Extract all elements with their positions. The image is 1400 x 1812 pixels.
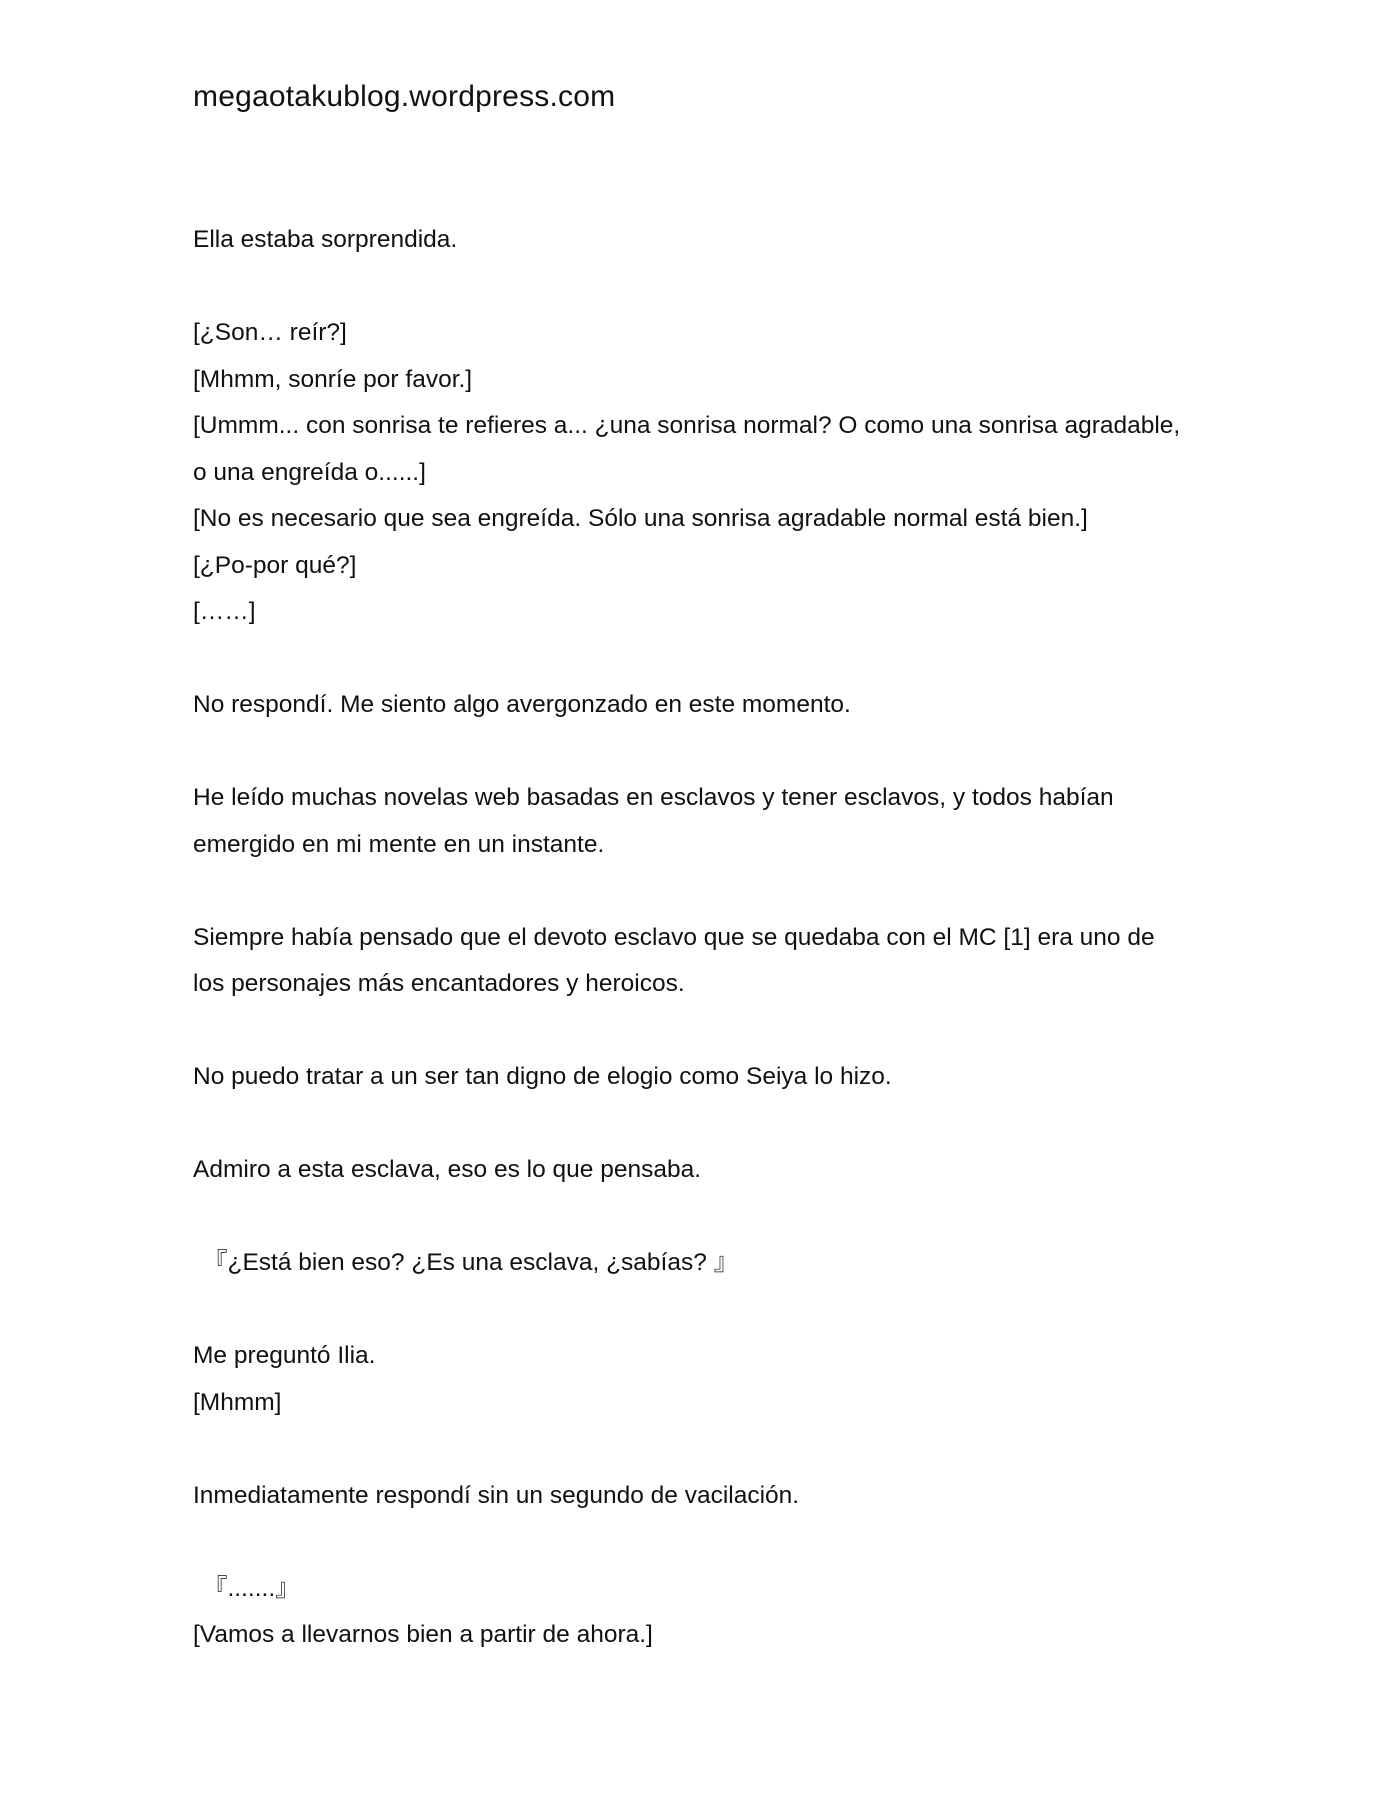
paragraph-line: los personajes más encantadores y heroicos. bbox=[193, 970, 685, 997]
paragraph-line: No respondí. Me siento algo avergonzado en este momento. bbox=[193, 691, 851, 718]
paragraph-line: Ella estaba sorprendida. bbox=[193, 226, 458, 253]
dialogue-line: 『¿Está bien eso? ¿Es una esclava, ¿sabías? 』 bbox=[203, 1249, 739, 1276]
dialogue-line: [Mhmm] bbox=[193, 1388, 282, 1416]
dialogue-line: [Ummm... con sonrisa te refieres a... ¿una sonrisa normal? O como una sonrisa agradable, bbox=[193, 412, 1181, 439]
paragraph-line: Me preguntó Ilia. bbox=[193, 1342, 376, 1369]
paragraph-gap bbox=[193, 868, 1203, 915]
document-body bbox=[193, 217, 1203, 1659]
paragraph-line: Admiro a esta esclava, eso es lo que pensaba. bbox=[193, 1156, 702, 1183]
dialogue-line: [No es necesario que sea engreída. Sólo una sonrisa agradable normal está bien.] bbox=[193, 505, 1088, 532]
paragraph-gap bbox=[193, 264, 1203, 311]
paragraph-line: Inmediatamente respondí sin un segundo de vacilación. bbox=[193, 1481, 800, 1509]
dialogue-line: [……] bbox=[193, 598, 256, 625]
dialogue-line: [Vamos a llevarnos bien a partir de ahora.] bbox=[193, 1621, 653, 1648]
paragraph-line: Siempre había pensado que el devoto esclavo que se quedaba con el MC [1] era uno de bbox=[193, 923, 1155, 951]
paragraph-gap bbox=[193, 1101, 1203, 1148]
dialogue-line: [Mhmm, sonríe por favor.] bbox=[193, 365, 473, 393]
dialogue-line: [¿Son… reír?] bbox=[193, 319, 347, 346]
dialogue-line: 『.......』 bbox=[203, 1574, 300, 1602]
dialogue-line: o una engreída o......] bbox=[193, 458, 426, 486]
paragraph-gap bbox=[193, 636, 1203, 683]
paragraph-line: No puedo tratar a un ser tan digno de elogio como Seiya lo hizo. bbox=[193, 1063, 892, 1090]
dialogue-line: [¿Po-por qué?] bbox=[193, 551, 357, 579]
site-header: megaotakublog.wordpress.com bbox=[193, 80, 616, 113]
paragraph-gap bbox=[193, 1287, 1203, 1334]
paragraph-gap bbox=[193, 1426, 1203, 1473]
paragraph-line: emergido en mi mente en un instante. bbox=[193, 830, 605, 858]
paragraph-line: He leído muchas novelas web basadas en esclavos y tener esclavos, y todos habían bbox=[193, 784, 1114, 811]
paragraph-gap bbox=[193, 1194, 1203, 1241]
paragraph-gap bbox=[193, 1519, 1203, 1566]
paragraph-gap bbox=[193, 729, 1203, 776]
paragraph-gap bbox=[193, 1008, 1203, 1055]
